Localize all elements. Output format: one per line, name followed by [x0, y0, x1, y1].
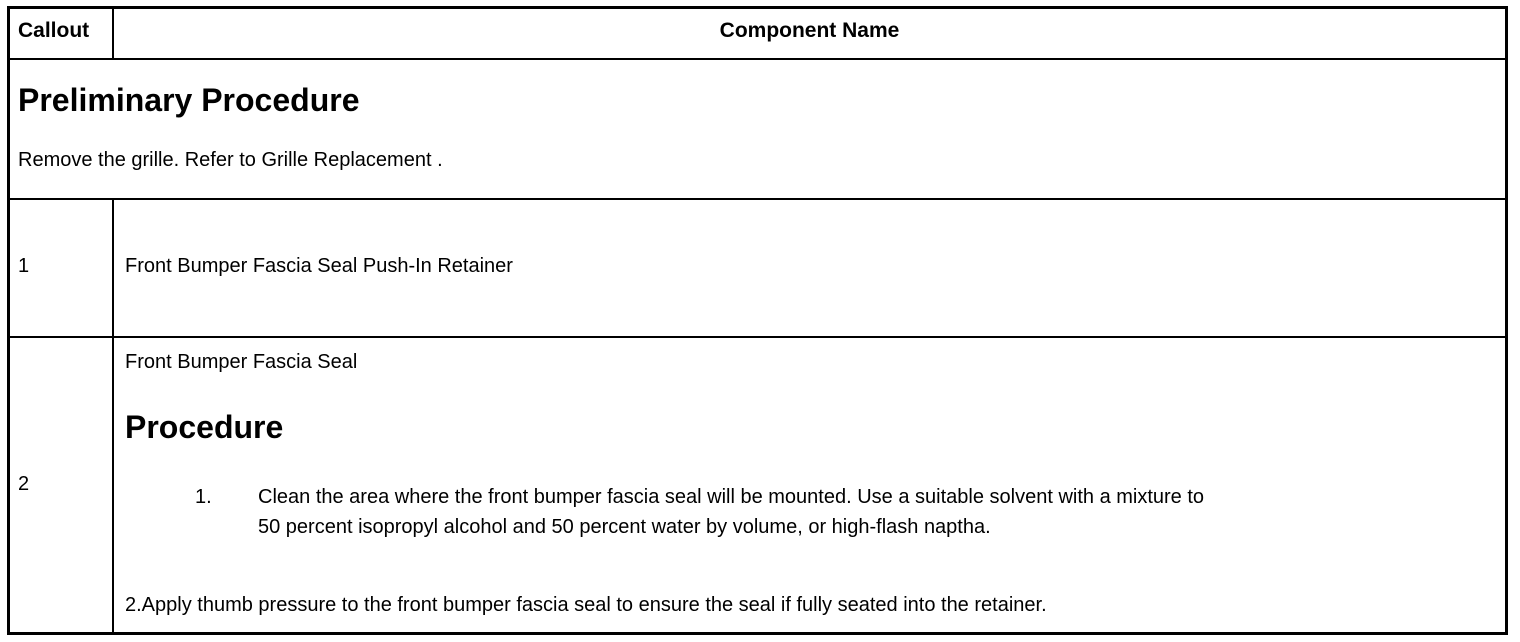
header-callout: Callout [18, 19, 90, 42]
step-2-text: 2.Apply thumb pressure to the front bumper fascia seal to ensure the seal if fully seated into the retainer. [125, 594, 1047, 616]
procedure-title: Procedure [125, 409, 284, 445]
row-1-component: Front Bumper Fascia Seal Push-In Retainer [125, 255, 513, 277]
step-1-line-1: Clean the area where the front bumper fascia seal will be mounted. Use a suitable solvent with a mixture to [258, 486, 1205, 508]
header-component-name: Component Name [719, 19, 900, 42]
preliminary-text: Remove the grille. Refer to Grille Replacement . [18, 149, 443, 171]
row-2-callout: 2 [18, 473, 30, 495]
step-1-line-2: 50 percent isopropyl alcohol and 50 percent water by volume, or high-flash naptha. [258, 516, 991, 538]
preliminary-divider [10, 198, 1505, 200]
step-1-number: 1. [195, 486, 212, 508]
row-1-callout: 1 [18, 255, 30, 277]
body-column-divider [112, 198, 114, 632]
header-divider [10, 58, 1505, 60]
component-table [7, 6, 1508, 635]
row-2-component: Front Bumper Fascia Seal [125, 351, 358, 373]
row-divider [10, 336, 1505, 338]
preliminary-title: Preliminary Procedure [18, 82, 360, 118]
